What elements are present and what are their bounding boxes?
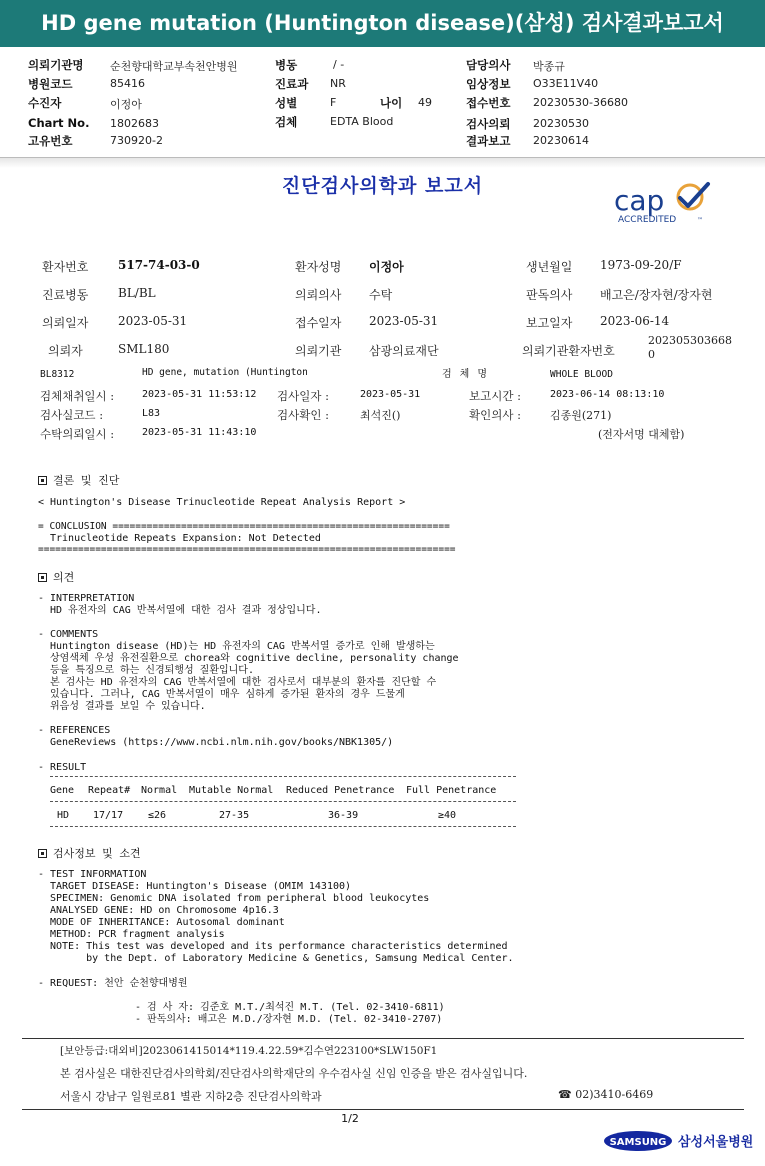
meta-label: 검체채취일시 : bbox=[40, 389, 115, 403]
interpretation-heading: - INTERPRETATION bbox=[38, 593, 135, 604]
test-info-line: TARGET DISEASE: Huntington's Disease (OMIM 143100) bbox=[50, 881, 352, 892]
specimen-label: 검 체 명 bbox=[442, 369, 489, 380]
request-line: - REQUEST: 천안 순천향대병원 bbox=[38, 978, 188, 989]
comments-heading: - COMMENTS bbox=[38, 629, 99, 640]
header-value: EDTA Blood bbox=[330, 115, 394, 128]
table-header: Normal bbox=[141, 785, 178, 796]
test-info-line: MODE OF INHERITANCE: Autosomal dominant bbox=[50, 917, 285, 928]
patient-value: 수탁 bbox=[369, 288, 393, 302]
meta-value: 2023-05-31 11:43:10 bbox=[142, 427, 257, 438]
patient-label: 의뢰일자 bbox=[42, 316, 89, 330]
cap-tm: ™ bbox=[697, 217, 703, 224]
header-label: Chart No. bbox=[28, 116, 90, 130]
patient-value: SML180 bbox=[118, 342, 170, 356]
comment-line: 등을 특징으로 하는 신경퇴행성 질환입니다. bbox=[50, 665, 254, 676]
page-title: HD gene mutation (Huntington disease)(삼성) 검사결과보고서 bbox=[41, 11, 724, 35]
patient-value: 2023-06-14 bbox=[600, 314, 670, 328]
section-heading-info: 검사정보 및 소견 bbox=[38, 845, 141, 861]
cap-accredited-logo bbox=[612, 180, 712, 226]
conclusion-header: = CONCLUSION =========================================================== bbox=[38, 521, 450, 532]
reader-line: - 판독의사: 배고은 M.D./장자현 M.D. (Tel. 02-3410-2707) bbox=[135, 1014, 443, 1025]
e-signature-note: (전자서명 대체함) bbox=[598, 428, 685, 441]
test-info-heading: - TEST INFORMATION bbox=[38, 869, 147, 880]
header-label: 수진자 bbox=[28, 96, 62, 110]
header-value: 20230614 bbox=[533, 134, 589, 147]
header-label: 임상정보 bbox=[466, 77, 511, 91]
section-heading-opinion: 의견 bbox=[38, 569, 74, 585]
meta-label: 검사확인 : bbox=[277, 408, 329, 422]
patient-label: 보고일자 bbox=[526, 316, 573, 330]
interpretation-text: HD 유전자의 CAG 반복서열에 대한 검사 결과 정상입니다. bbox=[50, 605, 322, 616]
test-info-line: by the Dept. of Laboratory Medicine & Genetics, Samsung Medical Center. bbox=[50, 953, 514, 964]
header-value: 49 bbox=[418, 96, 432, 109]
patient-value: 2023-05-31 bbox=[369, 314, 439, 328]
patient-value: 배고은/장자현/장자현 bbox=[600, 288, 713, 302]
patient-label: 환자번호 bbox=[42, 260, 89, 274]
section-bullet-icon bbox=[38, 849, 47, 858]
patient-label: 의뢰기관환자번호 bbox=[522, 344, 615, 358]
header-value: 20230530-36680 bbox=[533, 96, 628, 109]
header-value: 순천향대학교부속천안병원 bbox=[110, 60, 238, 73]
test-info-line: METHOD: PCR fragment analysis bbox=[50, 929, 225, 940]
patient-label: 접수일자 bbox=[295, 316, 342, 330]
header-label: 담당의사 bbox=[466, 58, 511, 72]
header-divider-shadow bbox=[0, 158, 765, 168]
meta-value: 2023-05-31 bbox=[360, 389, 421, 400]
patient-label: 진료병동 bbox=[42, 288, 89, 302]
samsung-hospital-logo bbox=[604, 1129, 754, 1153]
test-name: HD gene, mutation (Huntington bbox=[142, 367, 308, 378]
comment-line: 위음성 결과를 보일 수 있습니다. bbox=[50, 701, 206, 712]
cap-text: cap bbox=[614, 184, 665, 217]
meta-value: 최석진() bbox=[360, 409, 401, 422]
patient-name: 이정아 bbox=[369, 260, 404, 274]
patient-value: 202305303668 bbox=[648, 334, 732, 347]
cap-accredited-text: ACCREDITED bbox=[618, 215, 677, 225]
header-label: 병원코드 bbox=[28, 77, 73, 91]
table-header: Reduced Penetrance bbox=[286, 785, 395, 796]
header-label: 검체 bbox=[275, 115, 298, 129]
header-label: 검사의뢰 bbox=[466, 117, 511, 131]
header-label: 진료과 bbox=[275, 77, 309, 91]
meta-label: 검사실코드 : bbox=[40, 408, 104, 422]
table-cell: ≤26 bbox=[148, 810, 167, 821]
section-bullet-icon bbox=[38, 573, 47, 582]
table-header: Full Penetrance bbox=[406, 785, 497, 796]
conclusion-text: Trinucleotide Repeats Expansion: Not Detected bbox=[50, 533, 321, 544]
section-bullet-icon bbox=[38, 476, 47, 485]
comment-line: 있습니다. 그러나, CAG 반복서열이 매우 심하게 증가된 환자의 경우 드물게 bbox=[50, 689, 405, 700]
patient-number: 517-74-03-0 bbox=[118, 258, 200, 272]
hospital-name: 삼성서울병원 bbox=[678, 1135, 754, 1150]
header-value: NR bbox=[330, 77, 346, 90]
header-label: 병동 bbox=[275, 58, 298, 72]
header-value: 85416 bbox=[110, 77, 145, 90]
patient-value-cont: 0 bbox=[648, 348, 655, 361]
patient-label: 의뢰의사 bbox=[295, 288, 342, 302]
table-cell: ≥40 bbox=[438, 810, 457, 821]
table-cell: 17/17 bbox=[93, 810, 124, 821]
report-name: < Huntington's Disease Trinucleotide Repeat Analysis Report > bbox=[38, 497, 406, 508]
patient-label: 생년월일 bbox=[526, 260, 573, 274]
examiner-line: - 검 사 자: 김준호 M.T./최석진 M.T. (Tel. 02-3410-6811) bbox=[135, 1002, 445, 1013]
address-text: 서울시 강남구 일원로81 별관 지하2층 진단검사의학과 bbox=[60, 1090, 322, 1103]
table-rule bbox=[50, 826, 516, 827]
test-info-line: NOTE: This test was developed and its performance characteristics determined bbox=[50, 941, 508, 952]
header-value: O33E11V40 bbox=[533, 77, 599, 90]
header-value: 박종규 bbox=[533, 60, 565, 73]
table-cell: HD bbox=[57, 810, 70, 821]
table-rule bbox=[50, 801, 516, 802]
meta-label: 검사일자 : bbox=[277, 389, 329, 403]
test-info-line: SPECIMEN: Genomic DNA isolated from peripheral blood leukocytes bbox=[50, 893, 430, 904]
header-value: / - bbox=[333, 58, 345, 71]
meta-value: L83 bbox=[142, 408, 161, 419]
header-label: 나이 bbox=[380, 96, 403, 110]
comment-line: Huntington disease (HD)는 HD 유전자의 CAG 반복서열 증가로 인해 발생하는 bbox=[50, 641, 435, 652]
patient-value: 삼광의료재단 bbox=[369, 344, 439, 358]
table-header: Mutable Normal bbox=[189, 785, 274, 796]
table-rule bbox=[50, 776, 516, 777]
meta-value: 2023-06-14 08:13:10 bbox=[550, 389, 665, 400]
patient-label: 의뢰기관 bbox=[295, 344, 342, 358]
patient-label: 판독의사 bbox=[526, 288, 573, 302]
meta-label: 수탁의뢰일시 : bbox=[40, 427, 115, 441]
patient-value: BL/BL bbox=[118, 286, 156, 300]
table-cell: 36-39 bbox=[328, 810, 359, 821]
table-cell: 27-35 bbox=[219, 810, 250, 821]
header-label: 결과보고 bbox=[466, 134, 511, 148]
test-code: BL8312 bbox=[40, 369, 75, 380]
certification-text: 본 검사실은 대한진단검사의학회/진단검사의학재단의 우수검사실 신임 인증을 받은 검사실입니다. bbox=[60, 1067, 528, 1080]
patient-label: 환자성명 bbox=[295, 260, 342, 274]
conclusion-rule: ========================================================================= bbox=[38, 544, 456, 555]
header-label: 고유번호 bbox=[28, 134, 73, 148]
patient-label: 의뢰자 bbox=[48, 344, 83, 358]
phone-text: ☎ 02)3410-6469 bbox=[558, 1088, 654, 1101]
patient-value: 2023-05-31 bbox=[118, 314, 188, 328]
comment-line: 본 검사는 HD 유전자의 CAG 반복서열에 대한 검사로서 대부분의 환자를 진단할 수 bbox=[50, 677, 437, 688]
header-value: 730920-2 bbox=[110, 134, 163, 147]
section-heading-result: 결론 및 진단 bbox=[38, 472, 119, 488]
header-value: 1802683 bbox=[110, 117, 159, 130]
header-value: 20230530 bbox=[533, 117, 589, 130]
header-label: 접수번호 bbox=[466, 96, 511, 110]
header-value: 이정아 bbox=[110, 98, 142, 111]
header-label: 의뢰기관명 bbox=[28, 58, 84, 72]
security-line: [보안등급:대외비]2023061415014*119.4.22.59*김수연223100*SLW150F1 bbox=[60, 1045, 438, 1057]
meta-value: 2023-05-31 11:53:12 bbox=[142, 389, 257, 400]
meta-value: 김종원(271) bbox=[550, 409, 612, 422]
report-title: 진단검사의학과 보고서 bbox=[281, 175, 484, 197]
table-header: Gene bbox=[50, 785, 75, 796]
references-text: GeneReviews (https://www.ncbi.nlm.nih.gov/books/NBK1305/) bbox=[50, 737, 394, 748]
test-info-line: ANALYSED GENE: HD on Chromosome 4p16.3 bbox=[50, 905, 279, 916]
samsung-wordmark: SAMSUNG bbox=[609, 1137, 667, 1148]
references-heading: - REFERENCES bbox=[38, 725, 111, 736]
patient-birth: 1973-09-20/F bbox=[600, 258, 682, 272]
meta-label: 확인의사 : bbox=[469, 408, 521, 422]
comment-line: 상염색체 우성 유전질환으로 chorea와 cognitive decline, personality change bbox=[50, 653, 459, 664]
page-number: 1/2 bbox=[341, 1112, 359, 1125]
table-header: Repeat# bbox=[88, 785, 131, 796]
meta-label: 보고시간 : bbox=[469, 389, 521, 403]
specimen-value: WHOLE BLOOD bbox=[550, 369, 613, 380]
result-heading: - RESULT bbox=[38, 762, 87, 773]
header-value: F bbox=[330, 96, 337, 109]
header-label: 성별 bbox=[275, 96, 298, 110]
